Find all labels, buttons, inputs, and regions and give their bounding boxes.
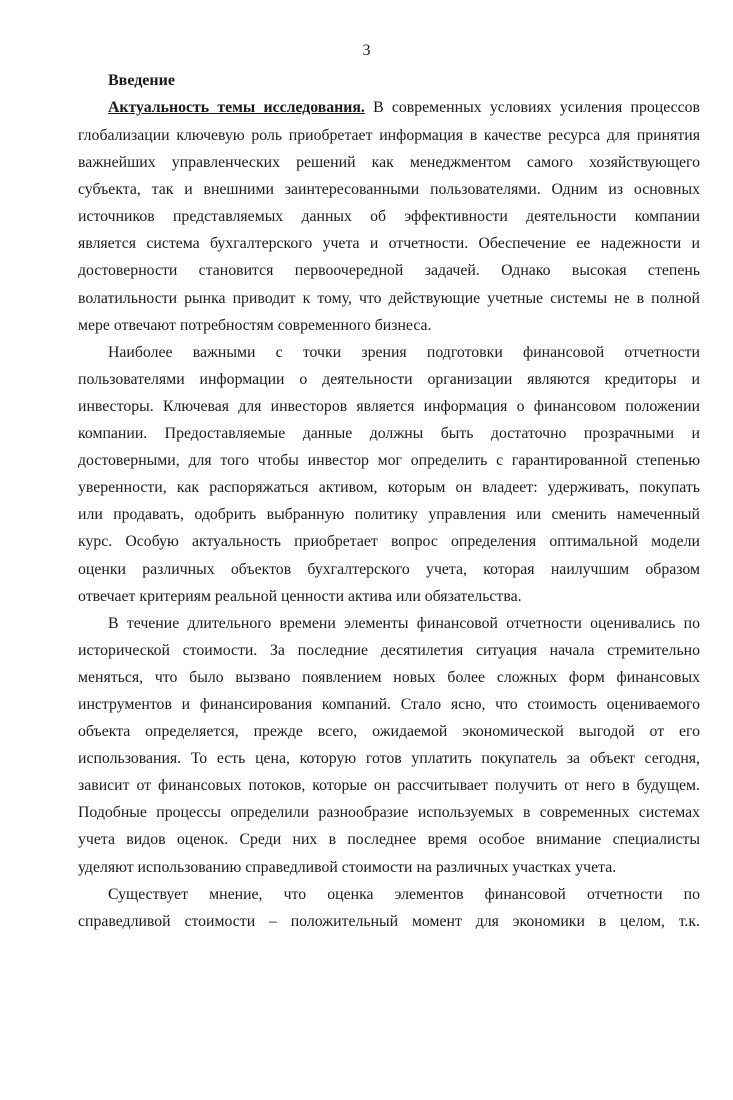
text-line: компании. Предоставляемые данные должны быть достаточно прозрачными и	[78, 425, 700, 443]
text-line: волатильности рынка приводит к тому, что действующие учетные системы не в полной	[78, 289, 700, 307]
text-line: глобализации ключевую роль приобретает информация в качестве ресурса для принятия	[78, 127, 700, 144]
text-line: Подобные процессы определили разнообразие используемых в современных системах	[78, 804, 700, 822]
paragraph-4	[78, 881, 700, 935]
text-line: инвесторы. Ключевая для инвесторов является информация о финансовом положении	[78, 397, 700, 415]
text-line: учета видов оценок. Среди них в последнее время особое внимание специалисты	[78, 831, 700, 849]
document-body	[78, 94, 700, 935]
text-line: В течение длительного времени элементы финансовой отчетности оценивались по	[108, 614, 700, 632]
text-line: достоверными, для того чтобы инвестор мог определить с гарантированной степенью	[78, 452, 700, 470]
paragraph-2	[78, 339, 700, 610]
text-span: В современных условиях усиления процессов	[364, 99, 700, 116]
text-line: уделяют использованию справедливой стоимости на различных участках учета.	[78, 858, 617, 876]
text-line: исторической стоимости. За последние десятилетия ситуация начала стремительно	[78, 641, 700, 659]
text-line: оценки различных объектов бухгалтерского учета, которая наилучшим образом	[78, 560, 700, 578]
text-line: объекта определяется, прежде всего, ожидаемой экономической выгодой от его	[78, 723, 700, 741]
text-line: отвечает критериям реальной ценности актива или обязательства.	[78, 587, 522, 605]
page-number: 3	[362, 42, 371, 59]
text-line: является система бухгалтерского учета и отчетности. Обеспечение ее надежности и	[78, 235, 700, 253]
text-line: инструментов и финансирования компаний. Стало ясно, что стоимость оцениваемого	[78, 695, 700, 713]
paragraph-1	[78, 94, 700, 339]
text-line: или продавать, одобрить выбранную политику управления или сменить намеченный	[78, 506, 700, 524]
paragraph-lead: Актуальность темы исследования.	[108, 99, 365, 116]
text-line: уверенности, как распоряжаться активом, которым он владеет: удерживать, покупать	[78, 479, 700, 497]
text-line: пользователями информации о деятельности организации являются кредиторы и	[78, 370, 700, 388]
text-line: зависит от финансовых потоков, которые он рассчитывает получить от него в будущем.	[78, 777, 700, 795]
text-line	[78, 94, 700, 122]
text-line: достоверности становится первоочередной задачей. Однако высокая степень	[78, 262, 700, 280]
paragraph-3	[78, 610, 700, 881]
text-line: важнейших управленческих решений как менеджментом самого хозяйствующего	[78, 154, 700, 172]
text-line: мере отвечают потребностям современного бизнеса.	[78, 316, 432, 334]
text-line: источников представляемых данных об эффективности деятельности компании	[78, 208, 700, 226]
text-line: меняться, что было вызвано появлением новых более сложных форм финансовых	[78, 668, 700, 686]
text-line: курс. Особую актуальность приобретает вопрос определения оптимальной модели	[78, 533, 700, 551]
text-line: использования. То есть цена, которую готов уплатить покупатель за объект сегодня,	[78, 750, 700, 768]
section-heading: Введение	[108, 72, 175, 89]
text-line: субъекта, так и внешними заинтересованными пользователями. Одним из основных	[78, 181, 700, 199]
text-line: справедливой стоимости – положительный момент для экономики в целом, т.к.	[78, 912, 700, 930]
text-line: Существует мнение, что оценка элементов финансовой отчетности по	[108, 885, 700, 903]
text-line: Наиболее важными с точки зрения подготовки финансовой отчетности	[108, 343, 700, 361]
